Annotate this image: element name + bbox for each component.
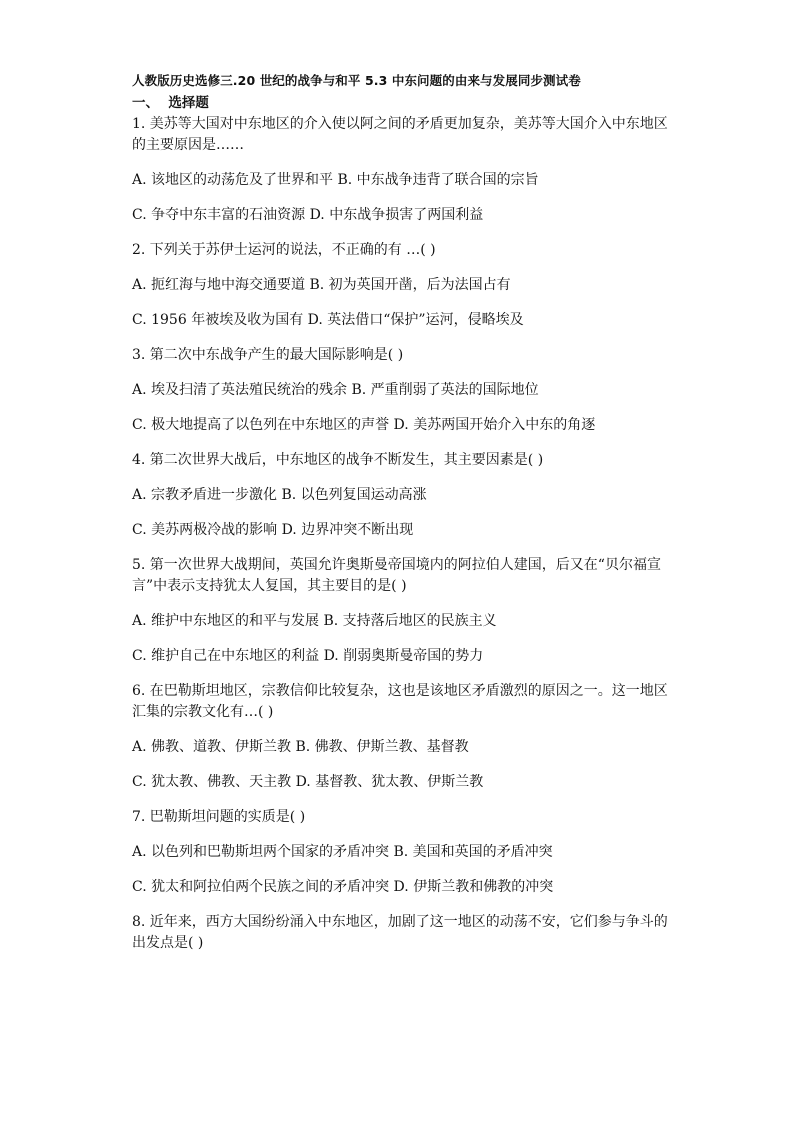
options-line: A. 宗教矛盾进一步激化 B. 以色列复国运动高涨 (132, 487, 427, 503)
exam-page (132, 72, 672, 954)
question-stem: 7. 巴勒斯坦问题的实质是( ) (132, 809, 306, 825)
question-4 (132, 450, 672, 541)
options-line: A. 以色列和巴勒斯坦两个国家的矛盾冲突 B. 美国和英国的矛盾冲突 (132, 844, 553, 860)
options-line: C. 极大地提高了以色列在中东地区的声誉 D. 美苏两国开始介入中东的角逐 (132, 417, 596, 433)
options-line: A. 佛教、道教、伊斯兰教 B. 佛教、伊斯兰教、基督教 (132, 739, 469, 755)
question-8 (132, 912, 672, 954)
question-2 (132, 240, 672, 331)
options-line: A. 扼红海与地中海交通要道 B. 初为英国开凿，后为法国占有 (132, 277, 511, 293)
document-title: 人教版历史选修三.20 世纪的战争与和平 5.3 中东问题的由来与发展同步测试卷 (132, 73, 581, 88)
question-6 (132, 681, 672, 793)
question-stem: 2. 下列关于苏伊士运河的说法，不正确的有 …( ) (132, 242, 436, 258)
options-line: A. 维护中东地区的和平与发展 B. 支持落后地区的民族主义 (132, 613, 497, 629)
options-line: A. 埃及扫清了英法殖民统治的残余 B. 严重削弱了英法的国际地位 (132, 382, 539, 398)
question-stem: 8. 近年来，西方大国纷纷涌入中东地区，加剧了这一地区的动荡不安，它们参与争斗的出发点是( ) (132, 914, 668, 951)
question-1 (132, 114, 672, 226)
options-line: A. 该地区的动荡危及了世界和平 B. 中东战争违背了联合国的宗旨 (132, 172, 539, 188)
options-line: C. 争夺中东丰富的石油资源 D. 中东战争损害了两国利益 (132, 207, 484, 223)
question-stem: 3. 第二次中东战争产生的最大国际影响是( ) (132, 347, 404, 363)
options-line: C. 犹太教、佛教、天主教 D. 基督教、犹太教、伊斯兰教 (132, 774, 484, 790)
question-stem: 5. 第一次世界大战期间，英国允许奥斯曼帝国境内的阿拉伯人建国，后又在“贝尔福宣言”中表示支持犹太人复国，其主要目的是( ) (132, 557, 661, 594)
options-line: C. 美苏两极冷战的影响 D. 边界冲突不断出现 (132, 522, 414, 538)
question-3 (132, 345, 672, 436)
question-stem: 6. 在巴勒斯坦地区，宗教信仰比较复杂，这也是该地区矛盾激烈的原因之一。这一地区汇集的宗教文化有…( ) (132, 683, 668, 720)
options-line: C. 犹太和阿拉伯两个民族之间的矛盾冲突 D. 伊斯兰教和佛教的冲突 (132, 879, 554, 895)
question-stem: 4. 第二次世界大战后，中东地区的战争不断发生，其主要因素是( ) (132, 452, 544, 468)
question-5 (132, 555, 672, 667)
options-line: C. 1956 年被埃及收为国有 D. 英法借口“保护”运河，侵略埃及 (132, 312, 524, 328)
options-line: C. 维护自己在中东地区的利益 D. 削弱奥斯曼帝国的势力 (132, 648, 484, 664)
question-stem: 1. 美苏等大国对中东地区的介入使以阿之间的矛盾更加复杂，美苏等大国介入中东地区的主要原因是…… (132, 116, 668, 153)
question-7 (132, 807, 672, 898)
section-heading: 一、 选择题 (132, 95, 209, 111)
